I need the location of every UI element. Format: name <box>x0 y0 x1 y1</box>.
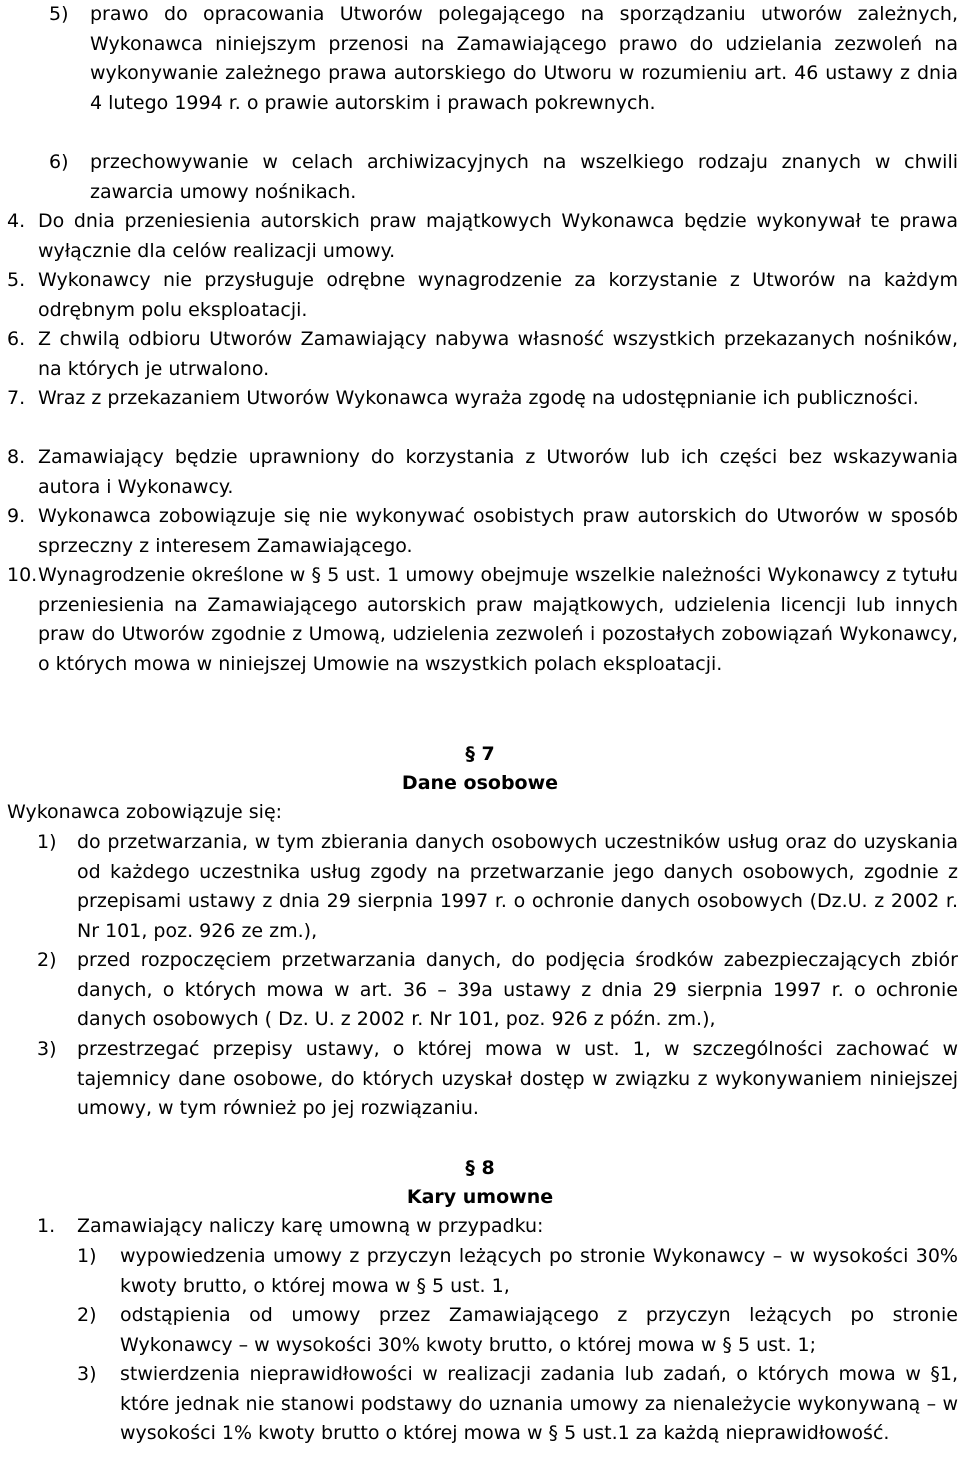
list-item <box>7 384 958 414</box>
item-number: 1) <box>37 831 57 853</box>
item-number: 7. <box>7 387 26 409</box>
item-number: 8. <box>7 446 26 468</box>
item-text: przestrzegać przepisy ustawy, o której mowa w ust. 1, w szczególności zachować w tajemnicy dane osobowe, do których uzyskał dostęp w związku z wykonywaniem niniejszej umowy, w tym również po jej rozwiązaniu. <box>77 1038 958 1119</box>
item-text: Zamawiający naliczy karę umowną w przypadku: <box>77 1215 544 1237</box>
item-text: odstąpienia od umowy przez Zamawiającego z przyczyn leżących po stronie Wykonawcy – w wysokości 30% kwoty brutto, o której mowa w § 5 ust. 1; <box>120 1304 958 1356</box>
list-item <box>7 443 958 502</box>
item-text: Wynagrodzenie określone w § 5 ust. 1 umowy obejmuje wszelkie należności Wykonawcy z tytułu przeniesienia na Zamawiającego autorskich praw majątkowych, udzielenia licencji lub innych praw do Utworów zgodnie z Umową, udzielenia zezwoleń i pozostałych zobowiązań Wykonawcy, o których mowa w niniejszej Umowie na wszystkich polach eksploatacji. <box>38 564 958 675</box>
list-item <box>7 207 958 266</box>
list-item <box>77 1360 958 1449</box>
item-text: Z chwilą odbioru Utworów Zamawiający nabywa własność wszystkich przekazanych nośników, na których je utrwalono. <box>38 328 958 380</box>
item-number: 6. <box>7 328 26 350</box>
section-title: Dane osobowe <box>401 772 559 794</box>
item-text: Wykonawcy nie przysługuje odrębne wynagrodzenie za korzystanie z Utworów na każdym odrębnym polu eksploatacji. <box>38 269 958 321</box>
item-text: do przetwarzania, w tym zbierania danych osobowych uczestników usług oraz do uzyskania od każdego uczestnika usług zgody na przetwarzanie jego danych osobowych, zgodnie z przepisami ustawy z dnia 29 sierpnia 1997 r. o ochronie danych osobowych (Dz.U. z 2002 r. Nr 101, poz. 926 ze zm.), <box>77 831 958 942</box>
item-text: wypowiedzenia umowy z przyczyn leżących po stronie Wykonawcy – w wysokości 30% kwoty brutto, o której mowa w § 5 ust. 1, <box>120 1245 958 1297</box>
list-item <box>37 946 958 1035</box>
list-item <box>77 1301 958 1360</box>
item-text: Zamawiający będzie uprawniony do korzystania z Utworów lub ich części bez wskazywania autora i Wykonawcy. <box>38 446 958 498</box>
item-number: 1. <box>37 1215 56 1237</box>
item-number: 5. <box>7 269 26 291</box>
item-number: 2) <box>77 1304 97 1326</box>
section-title: Kary umowne <box>406 1186 554 1208</box>
item-text: Wraz z przekazaniem Utworów Wykonawca wyraża zgodę na udostępnianie ich publiczności. <box>38 387 919 409</box>
list-item <box>7 561 958 679</box>
item-number: 1) <box>77 1245 97 1267</box>
item-text: prawo do opracowania Utworów polegającego na sporządzaniu utworów zależnych, Wykonawca niniejszym przenosi na Zamawiającego prawo do udzielania zezwoleń na wykonywanie zależnego prawa autorskiego do Utworu w rozumieniu art. 46 ustawy z dnia 4 lutego 1994 r. o prawie autorskim i prawach pokrewnych. <box>90 3 958 114</box>
list-item <box>49 148 958 207</box>
item-number: 9. <box>7 505 26 527</box>
item-number: 5) <box>49 3 69 25</box>
list-item <box>37 828 958 946</box>
list-item <box>7 266 958 325</box>
section-number: § 8 <box>465 1157 495 1179</box>
section-intro: Wykonawca zobowiązuje się: <box>7 801 283 823</box>
section-number: § 7 <box>465 743 495 765</box>
item-text: Wykonawca zobowiązuje się nie wykonywać osobistych praw autorskich do Utworów w sposób sprzeczny z interesem Zamawiającego. <box>38 505 958 557</box>
item-number: 6) <box>49 151 69 173</box>
item-number: 3) <box>37 1038 57 1060</box>
item-text: Do dnia przeniesienia autorskich praw majątkowych Wykonawca będzie wykonywał te prawa wyłącznie dla celów realizacji umowy. <box>38 210 958 262</box>
list-item <box>7 325 958 384</box>
item-number: 2) <box>37 949 57 971</box>
list-item <box>37 1035 958 1124</box>
item-text: stwierdzenia nieprawidłowości w realizacji zadania lub zadań, o których mowa w §1, które jednak nie stanowi podstawy do uznania umowy za nienależycie wykonywaną – w wysokości 1% kwoty brutto o której mowa w § 5 ust.1 za każdą nieprawidłowość. <box>120 1363 958 1444</box>
list-item <box>37 1212 958 1242</box>
item-text: przed rozpoczęciem przetwarzania danych, do podjęcia środków zabezpieczających zbiór danych, o których mowa w art. 36 – 39a ustawy z dnia 29 sierpnia 1997 r. o ochronie danych osobowych ( Dz. U. z 2002 r. Nr 101, poz. 926 z późn. zm.), <box>77 949 958 1030</box>
list-item <box>77 1242 958 1301</box>
list-item <box>49 0 958 118</box>
item-text: przechowywanie w celach archiwizacyjnych na wszelkiego rodzaju znanych w chwili zawarcia umowy nośnikach. <box>90 151 958 203</box>
item-number: 3) <box>77 1363 97 1385</box>
list-item <box>7 502 958 561</box>
item-number: 10. <box>7 564 38 586</box>
item-number: 4. <box>7 210 26 232</box>
